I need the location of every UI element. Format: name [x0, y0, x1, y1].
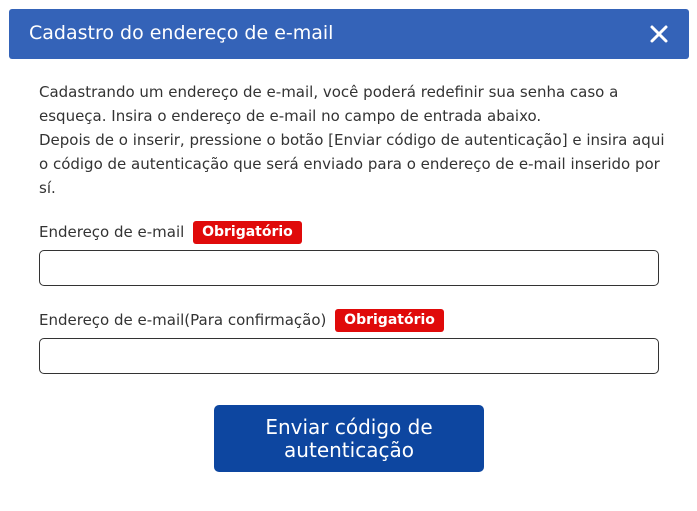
intro-paragraph-2: Depois de o inserir, pressione o botão [Enviar código de autenticação] e insira aqui o código de autenticação que será enviado para o endereço de e-mail inserido por sí.: [39, 131, 665, 197]
close-button[interactable]: [647, 22, 671, 46]
email-input[interactable]: [39, 250, 659, 286]
dialog-header: [9, 9, 689, 59]
send-auth-code-button[interactable]: Enviar código de autenticação: [214, 405, 484, 472]
required-badge: Obrigatório: [193, 221, 302, 244]
email-field-label: [39, 221, 302, 244]
email-confirm-field-label: [39, 309, 444, 332]
email-confirm-input[interactable]: [39, 338, 659, 374]
close-icon: [647, 22, 671, 46]
email-label-text: Endereço de e-mail: [39, 223, 185, 241]
intro-text: [39, 80, 669, 200]
dialog-title: Cadastro do endereço de e-mail: [29, 22, 334, 44]
email-confirm-label-text: Endereço de e-mail(Para confirmação): [39, 311, 327, 329]
required-badge: Obrigatório: [335, 309, 444, 332]
intro-paragraph-1: Cadastrando um endereço de e-mail, você poderá redefinir sua senha caso a esqueça. Insira o endereço de e-mail no campo de entrada abaixo.: [39, 83, 619, 125]
